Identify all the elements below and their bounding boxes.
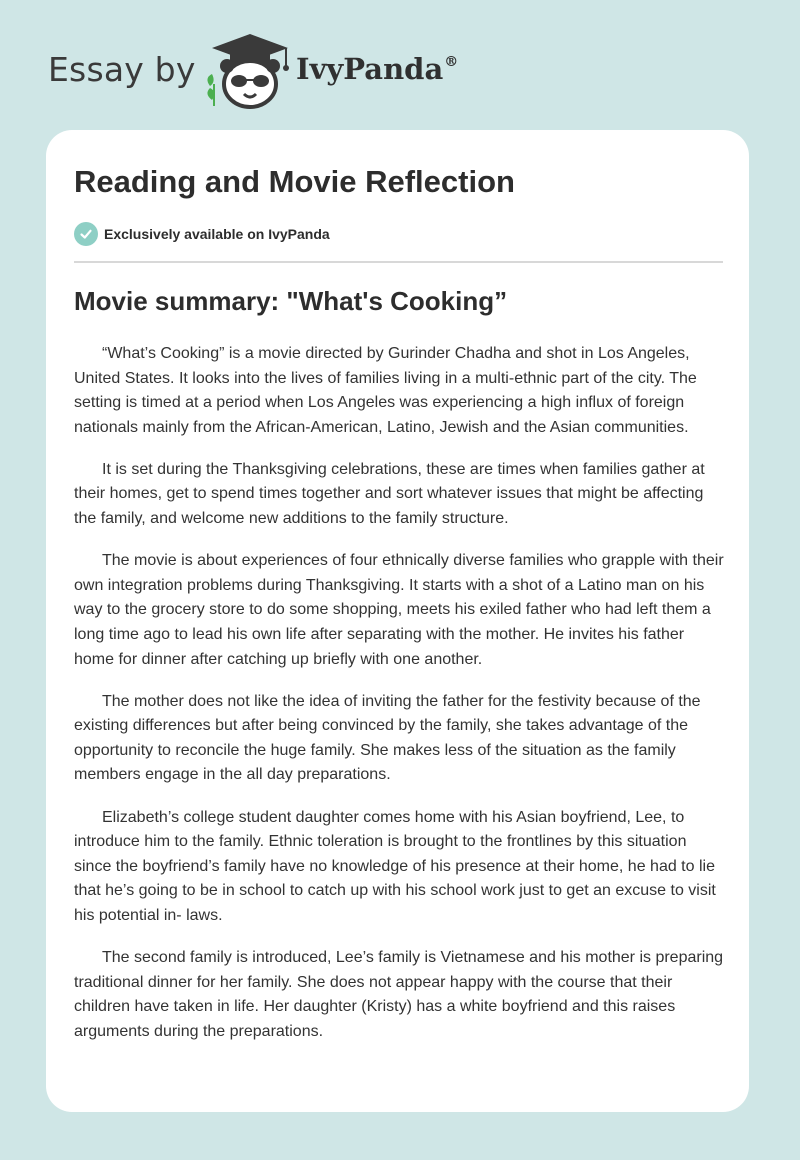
badge-label: Exclusively available on IvyPanda (104, 226, 330, 242)
article-card (46, 130, 749, 1112)
essay-by-label: Essay by (48, 50, 196, 89)
paragraph: The movie is about experiences of four ethnically diverse families who grapple with their own integration problems during Thanksgiving. It starts with a shot of a Latino man on his way to the grocery store to do some shopping, meets his exiled father who had left them a long time ago to lead his own life after separating with the mother. He invites his father home for dinner after catching up briefly with one another. (74, 552, 724, 668)
section-heading: Movie summary: "What's Cooking” (74, 286, 508, 316)
check-circle-icon (74, 222, 98, 246)
site-header (0, 0, 800, 130)
brand-name[interactable] (296, 52, 458, 86)
paragraph: Elizabeth’s college student daughter comes home with his Asian boyfriend, Lee, to introduce him to the family. Ethnic toleration is brought to the frontlines by this situation since the boyfriend’s family have no knowledge of his presence at their home, he had to lie that he’s going to be in school to catch up with his school work just to get an excuse to visit his potential in- laws. (74, 808, 716, 924)
brand-text: IvyPanda (296, 52, 444, 86)
page-title: Reading and Movie Reflection (74, 164, 515, 199)
paragraph: It is set during the Thanksgiving celebrations, these are times when families gather at their homes, get to spend times together and sort whatever issues that might be affecting the family, and welcome new additions to the family structure. (74, 460, 705, 528)
registered-mark: ® (444, 54, 459, 70)
divider (74, 261, 723, 263)
article-body (74, 342, 724, 1062)
exclusive-badge (74, 222, 330, 246)
paragraph: The mother does not like the idea of inviting the father for the festivity because of the existing differences but after being convinced by the family, she takes advantage of the opportunity to reconcile the huge family. She makes less of the situation as the family members engage in the all day preparations. (74, 692, 701, 784)
paragraph: “What’s Cooking” is a movie directed by Gurinder Chadha and shot in Los Angeles, United States. It looks into the lives of families living in a multi-ethnic part of the city. The setting is timed at a period when Los Angeles was experiencing a high influx of foreign nationals mainly from the African-American, Latino, Jewish and the Asian communities. (74, 345, 697, 436)
paragraph: The second family is introduced, Lee’s family is Vietnamese and his mother is preparing traditional dinner for her family. She does not appear happy with the course that their children have taken in life. Her daughter (Kristy) has a white boyfriend and this raises arguments during the preparations. (74, 948, 724, 1040)
ivypanda-logo-icon[interactable] (200, 34, 300, 110)
